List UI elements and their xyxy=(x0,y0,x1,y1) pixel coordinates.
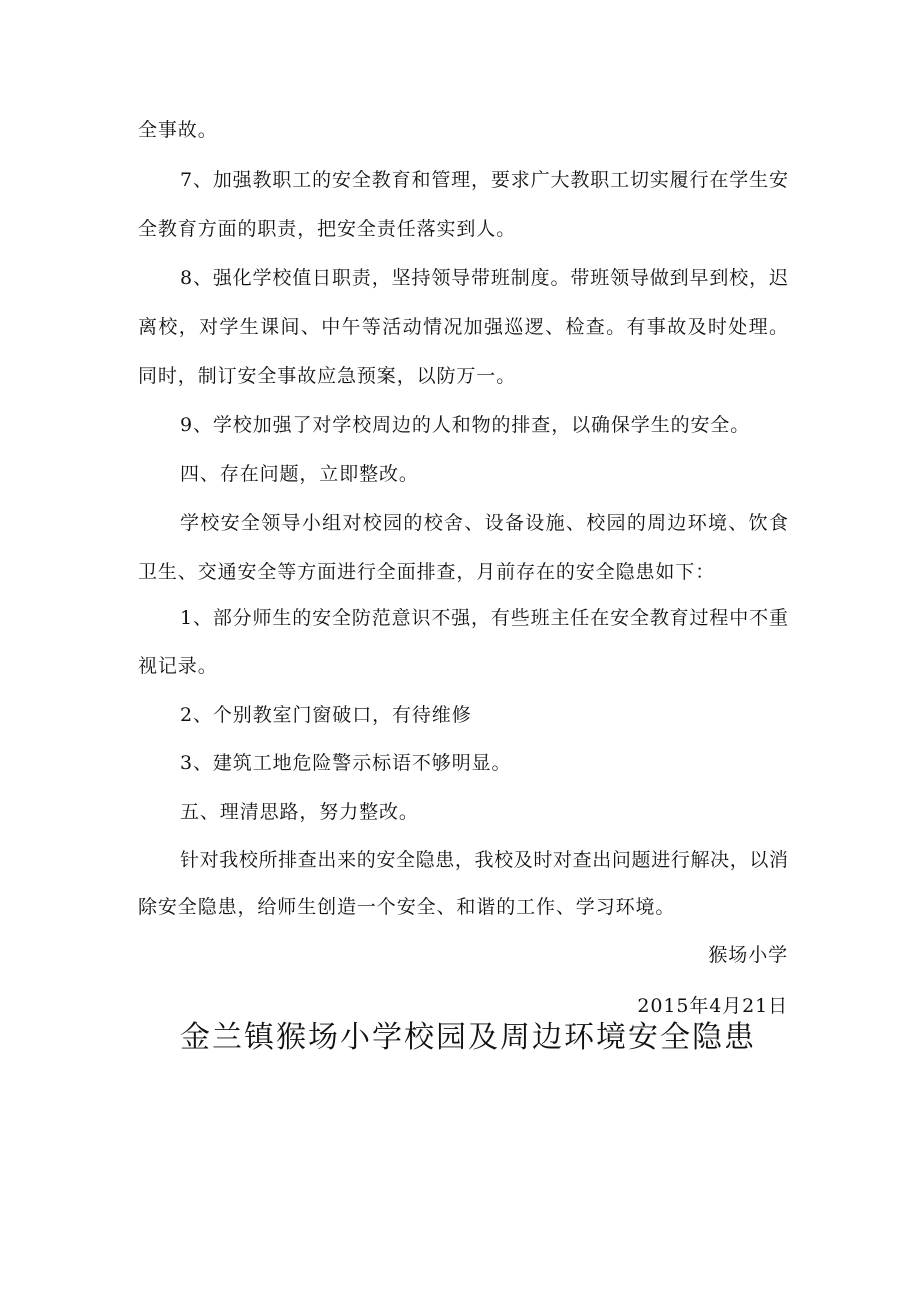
section-heading: 五、理清思路，努力整改。 xyxy=(180,801,419,823)
document-title: 金兰镇猴场小学校园及周边环境安全隐患 xyxy=(180,1020,756,1055)
paragraph-line: 离校，对学生课间、中午等活动情况加强巡逻、检查。有事故及时处理。 xyxy=(138,316,788,338)
paragraph-line: 3、建筑工地危险警示标语不够明显。 xyxy=(180,752,512,774)
paragraph-line: 8、强化学校值日职责，坚持领导带班制度。带班领导做到早到校，迟 xyxy=(180,267,788,289)
paragraph-line: 卫生、交通安全等方面进行全面排查，月前存在的安全隐患如下： xyxy=(138,561,716,583)
paragraph-line: 1、部分师生的安全防范意识不强，有些班主任在安全教育过程中不重 xyxy=(180,607,788,629)
paragraph-line: 除安全隐患，给师生创造一个安全、和谐的工作、学习环境。 xyxy=(138,896,676,918)
paragraph-line: 同时，制订安全事故应急预案，以防万一。 xyxy=(138,365,517,387)
paragraph-line: 学校安全领导小组对校园的校舍、设备设施、校园的周边环境、饮食 xyxy=(180,512,788,534)
section-heading: 四、存在问题，立即整改。 xyxy=(180,463,419,485)
paragraph-line: 针对我校所排查出来的安全隐患，我校及时对查出问题进行解决，以消 xyxy=(180,849,788,871)
signature: 猴场小学 xyxy=(708,944,788,966)
paragraph-line: 2、个别教室门窗破口，有待维修 xyxy=(180,704,472,726)
paragraph-line: 7、加强教职工的安全教育和管理，要求广大教职工切实履行在学生安 xyxy=(180,169,788,191)
paragraph-line: 全教育方面的职责，把安全责任落实到人。 xyxy=(138,218,517,240)
paragraph-line: 9、学校加强了对学校周边的人和物的排查，以确保学生的安全。 xyxy=(180,414,751,436)
paragraph-line: 视记录。 xyxy=(138,655,218,677)
paragraph-line: 全事故。 xyxy=(138,119,218,141)
date: 2015年4月21日 xyxy=(637,995,788,1017)
